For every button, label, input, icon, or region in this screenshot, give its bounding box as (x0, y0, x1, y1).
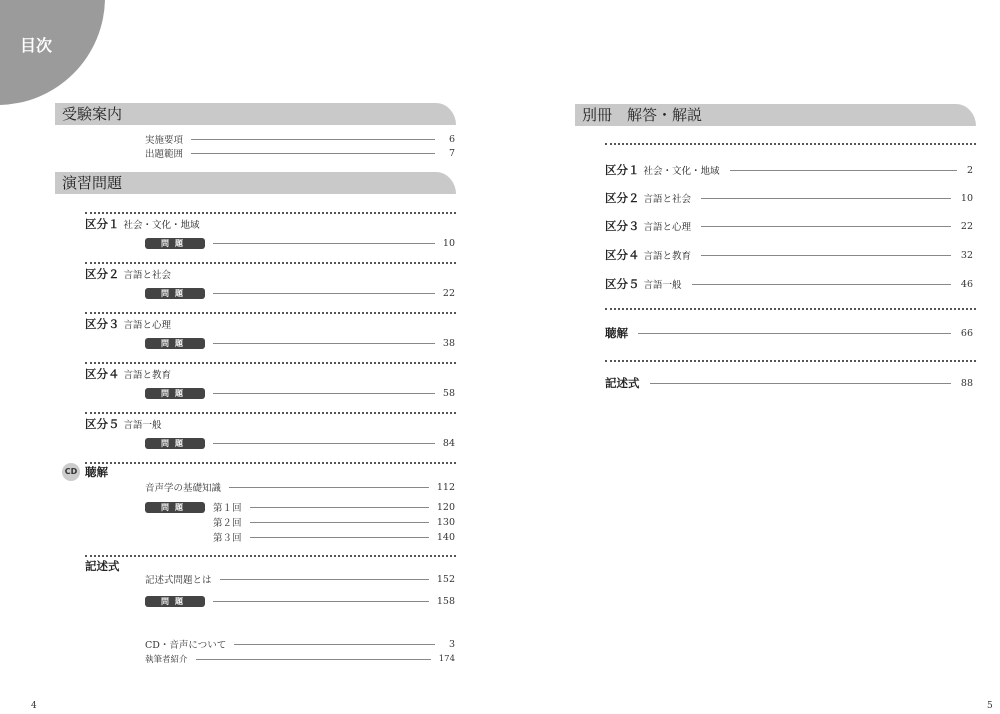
toc-entry[interactable] (145, 652, 455, 666)
divider (85, 312, 456, 314)
page-number: 46 (960, 278, 973, 290)
section-number: 区分２ (85, 267, 120, 281)
toc-entry[interactable] (145, 132, 455, 146)
section-header-guide: 受験案内 (55, 103, 456, 125)
section-number: 区分５ (85, 417, 120, 431)
section-header-practice: 演習問題 (55, 172, 456, 194)
practice-section-heading (85, 266, 171, 282)
section-heading (605, 247, 691, 263)
toc-entry[interactable] (145, 146, 455, 160)
section-number: 区分３ (605, 219, 640, 233)
toc-entry[interactable] (605, 276, 973, 292)
page-number: 38 (442, 337, 455, 349)
practice-section-heading (85, 316, 171, 332)
page-number: 58 (442, 387, 455, 399)
page-number: 130 (436, 516, 455, 528)
toc-entry[interactable] (213, 530, 455, 544)
toc-entry[interactable] (605, 247, 973, 263)
page-number-right: 5 (987, 701, 993, 711)
divider (85, 362, 456, 364)
divider (85, 212, 456, 214)
entry-label: 音声学の基礎知識 (145, 483, 222, 494)
entry-label: 出題範囲 (145, 149, 184, 160)
section-header-answers: 別冊 解答・解説 (575, 104, 976, 126)
entry-label: 第１回 (213, 503, 242, 514)
divider (605, 308, 976, 310)
entry-label: 実施要項 (145, 135, 184, 146)
corner-tab (0, 0, 105, 105)
toc-entry[interactable] (145, 336, 455, 350)
practice-section-heading (85, 416, 162, 432)
page-number: 112 (436, 481, 455, 493)
section-number: 区分４ (605, 248, 640, 262)
page-number-left: 4 (31, 701, 37, 711)
section-number: 区分１ (605, 163, 640, 177)
toc-entry[interactable] (145, 637, 455, 651)
problem-badge: 問題 (145, 388, 205, 399)
page-number: 10 (442, 237, 455, 249)
section-heading (605, 276, 682, 292)
toc-entry[interactable] (213, 515, 455, 529)
section-subtitle: 言語と教育 (643, 251, 692, 262)
section-subtitle: 社会・文化・地域 (123, 220, 200, 231)
toc-entry[interactable] (605, 375, 973, 391)
page-number: 174 (438, 654, 455, 664)
entry-label: 聴解 (605, 326, 628, 340)
entry-label: 執筆者紹介 (145, 655, 188, 665)
problem-badge: 問題 (145, 288, 205, 299)
page-number: 140 (436, 531, 455, 543)
divider (85, 262, 456, 264)
toc-entry[interactable] (145, 286, 455, 300)
section-subtitle: 社会・文化・地域 (643, 166, 720, 177)
toc-entry[interactable] (145, 594, 455, 608)
section-number: 区分４ (85, 367, 120, 381)
section-number: 区分２ (605, 191, 640, 205)
section-subtitle: 言語一般 (643, 280, 682, 291)
entry-label: 第２回 (213, 518, 242, 529)
section-heading (605, 162, 720, 178)
section-number: 区分５ (605, 277, 640, 291)
toc-entry[interactable] (605, 218, 973, 234)
toc-entry[interactable] (145, 500, 455, 514)
page-number: 6 (448, 133, 455, 145)
page-number: 158 (436, 595, 455, 607)
divider (85, 412, 456, 414)
page-number: 152 (436, 573, 455, 585)
cd-icon: CD (62, 463, 80, 481)
section-number: 区分３ (85, 317, 120, 331)
page-number: 120 (436, 501, 455, 513)
divider (605, 143, 976, 145)
practice-section-heading (85, 366, 171, 382)
toc-entry[interactable] (605, 325, 973, 341)
section-heading (605, 218, 691, 234)
section-heading (605, 190, 691, 206)
entry-label: 記述式 (605, 376, 640, 390)
listening-heading: 聴解 (85, 465, 108, 479)
page-number: 3 (448, 638, 455, 650)
page-number: 84 (442, 437, 455, 449)
page-number: 66 (960, 327, 973, 339)
toc-entry[interactable] (145, 572, 455, 586)
toc-entry[interactable] (145, 236, 455, 250)
section-subtitle: 言語と心理 (643, 222, 692, 233)
page-number: 2 (966, 164, 973, 176)
entry-label: CD・音声について (145, 640, 227, 651)
problem-badge: 問題 (145, 502, 205, 513)
page-number: 22 (442, 287, 455, 299)
section-subtitle: 言語と社会 (123, 270, 172, 281)
problem-badge: 問題 (145, 596, 205, 607)
divider (85, 555, 456, 557)
problem-badge: 問題 (145, 438, 205, 449)
page-number: 22 (960, 220, 973, 232)
section-subtitle: 言語一般 (123, 420, 162, 431)
toc-entry[interactable] (145, 386, 455, 400)
section-subtitle: 言語と心理 (123, 320, 172, 331)
page-number: 7 (448, 147, 455, 159)
divider (605, 360, 976, 362)
divider (85, 462, 456, 464)
section-subtitle: 言語と社会 (643, 194, 692, 205)
toc-entry[interactable] (605, 190, 973, 206)
section-number: 区分１ (85, 217, 120, 231)
problem-badge: 問題 (145, 338, 205, 349)
toc-entry[interactable] (605, 162, 973, 178)
toc-entry[interactable] (145, 480, 455, 494)
page-number: 88 (960, 377, 973, 389)
entry-label: 記述式問題とは (145, 575, 212, 586)
problem-badge: 問題 (145, 238, 205, 249)
page-number: 32 (960, 249, 973, 261)
page-number: 10 (960, 192, 973, 204)
toc-title: 目次 (20, 36, 53, 55)
writing-heading: 記述式 (85, 559, 120, 573)
section-subtitle: 言語と教育 (123, 370, 172, 381)
entry-label: 第３回 (213, 533, 242, 544)
toc-entry[interactable] (145, 436, 455, 450)
practice-section-heading (85, 216, 200, 232)
